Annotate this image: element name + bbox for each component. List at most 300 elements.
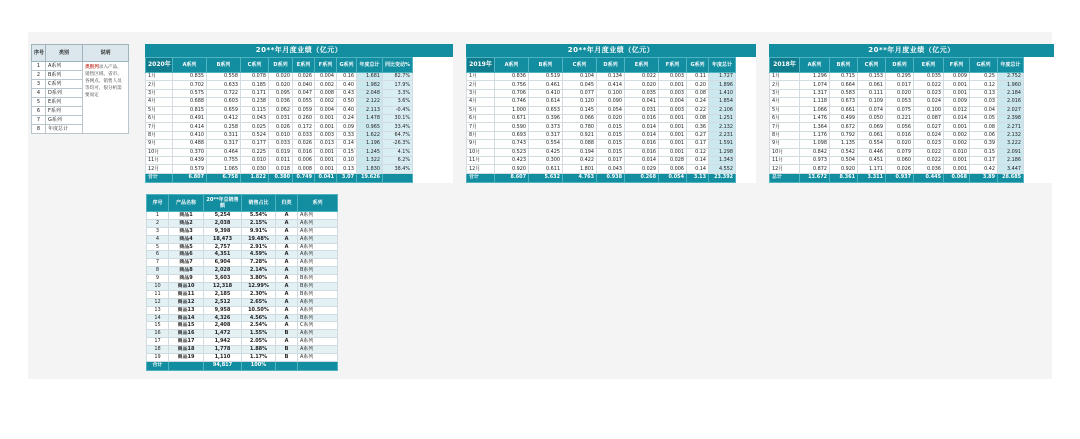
- value-cell: 0.872: [800, 165, 830, 173]
- table-row: [147, 251, 338, 259]
- column-header: E系列: [625, 58, 659, 73]
- value-cell: 0.05: [970, 114, 998, 122]
- total-row: [770, 173, 1054, 182]
- table-row: [146, 89, 453, 97]
- value-cell: 0.019: [269, 148, 293, 156]
- value-cell: 0.258: [207, 123, 241, 131]
- product-cell: 商品7: [169, 259, 204, 267]
- product-cell: B系列: [298, 275, 338, 283]
- column-header: 销售占比: [242, 195, 276, 212]
- product-cell: 19: [147, 354, 169, 362]
- value-cell: 0.396: [529, 114, 563, 122]
- value-cell: 0.743: [495, 140, 529, 148]
- value-cell: 1.176: [800, 131, 830, 139]
- value-cell: 0.14: [337, 140, 357, 148]
- product-cell: 4,326: [204, 314, 242, 322]
- value-cell: 0.018: [269, 165, 293, 173]
- value-cell: 0.024: [914, 131, 944, 139]
- value-cell: 0.022: [914, 156, 944, 164]
- legend-category: 年度总计: [46, 125, 83, 134]
- value-cell: 0.026: [269, 123, 293, 131]
- legend-category: B系列: [46, 71, 83, 80]
- value-cell: 0.153: [858, 73, 886, 81]
- value-cell: 0.003: [659, 73, 687, 81]
- product-cell: A系列: [298, 251, 338, 259]
- product-cell: 12,318: [204, 283, 242, 291]
- sales-table-2020: [145, 44, 453, 183]
- product-cell: 2.65%: [242, 298, 276, 306]
- month-label: 8月: [770, 131, 800, 139]
- year-header: 2020年: [146, 58, 173, 73]
- value-cell: 0.001: [659, 81, 687, 89]
- value-cell: 0.554: [529, 140, 563, 148]
- value-cell: 1.322: [357, 156, 383, 164]
- value-cell: 0.461: [529, 81, 563, 89]
- value-cell: 0.009: [944, 73, 970, 81]
- value-cell: 0.035: [625, 89, 659, 97]
- product-cell: 商品5: [169, 243, 204, 251]
- value-cell: 0.579: [173, 165, 207, 173]
- product-cell: 商品18: [169, 346, 204, 354]
- product-cell: 8: [147, 267, 169, 275]
- product-cell: 2.30%: [242, 290, 276, 298]
- value-cell: 0.238: [241, 98, 269, 106]
- header-row: [770, 58, 1054, 73]
- total-cell: 23.392: [709, 173, 736, 182]
- table-row: [146, 148, 453, 156]
- legend-header: 类别: [46, 45, 83, 62]
- product-cell: 1.88%: [242, 346, 276, 354]
- value-cell: 0.001: [659, 148, 687, 156]
- product-cell: 商品14: [169, 314, 204, 322]
- value-cell: 64.7%: [383, 131, 413, 139]
- month-label: 2月: [146, 81, 173, 89]
- product-cell: A: [276, 219, 298, 227]
- value-cell: 6.2%: [383, 156, 413, 164]
- table-row: [147, 275, 338, 283]
- value-cell: 4.1%: [383, 148, 413, 156]
- value-cell: 1.298: [709, 148, 736, 156]
- product-cell: 2,512: [204, 298, 242, 306]
- value-cell: 2.231: [709, 131, 736, 139]
- value-cell: 0.835: [173, 73, 207, 81]
- value-cell: 0.001: [659, 131, 687, 139]
- value-cell: 0.519: [529, 73, 563, 81]
- table-row: [146, 165, 453, 173]
- value-cell: 0.061: [858, 81, 886, 89]
- value-cell: 0.016: [625, 148, 659, 156]
- value-cell: 1.245: [357, 148, 383, 156]
- month-label: 2月: [467, 81, 495, 89]
- product-cell: 商品4: [169, 235, 204, 243]
- table-row: [147, 219, 338, 227]
- value-cell: 0.17: [970, 156, 998, 164]
- table-row: [147, 298, 338, 306]
- total-cell: 3.07: [337, 173, 357, 182]
- product-cell: 3,603: [204, 275, 242, 283]
- product-cell: 1: [147, 212, 169, 220]
- value-cell: 0.24: [337, 114, 357, 122]
- month-label: 12月: [467, 165, 495, 173]
- header-row: [146, 58, 453, 73]
- value-cell: 0.001: [944, 156, 970, 164]
- value-cell: 0.22: [687, 106, 709, 114]
- product-cell: 9,958: [204, 306, 242, 314]
- column-header: 20**年总销售额: [204, 195, 242, 212]
- table-row: [147, 227, 338, 235]
- value-cell: 0.423: [495, 156, 529, 164]
- column-header: B系列: [529, 58, 563, 73]
- table-row: [146, 106, 453, 114]
- total-label: 合计: [146, 173, 173, 182]
- column-header: 序号: [147, 195, 169, 212]
- value-cell: 0.10: [337, 156, 357, 164]
- value-cell: 1.410: [709, 89, 736, 97]
- product-cell: 13: [147, 306, 169, 314]
- month-label: 8月: [146, 131, 173, 139]
- column-header: C系列: [241, 58, 269, 73]
- value-cell: 0.020: [886, 140, 914, 148]
- table-row: [146, 114, 453, 122]
- value-cell: 0.028: [659, 156, 687, 164]
- month-label: 1月: [146, 73, 173, 81]
- value-cell: 0.317: [529, 131, 563, 139]
- value-cell: 0.016: [293, 148, 315, 156]
- product-cell: 2: [147, 219, 169, 227]
- table-row: [770, 114, 1054, 122]
- month-label: 3月: [146, 89, 173, 97]
- value-cell: 0.066: [563, 114, 597, 122]
- value-cell: 2.398: [998, 114, 1024, 122]
- column-header: 年度总计: [709, 58, 736, 73]
- value-cell: 0.002: [944, 131, 970, 139]
- value-cell: 0.39: [970, 140, 998, 148]
- total-cell: 0.937: [886, 173, 914, 182]
- value-cell: 0.973: [800, 156, 830, 164]
- product-cell: 商品11: [169, 290, 204, 298]
- value-cell: 0.040: [293, 81, 315, 89]
- value-cell: 0.03: [970, 98, 998, 106]
- value-cell: 2.016: [998, 98, 1024, 106]
- value-cell: 0.464: [207, 148, 241, 156]
- year-header: 2018年: [770, 58, 800, 73]
- value-cell: 0.671: [495, 114, 529, 122]
- month-label: 10月: [146, 148, 173, 156]
- product-cell: 商品13: [169, 306, 204, 314]
- value-cell: 0.004: [315, 73, 337, 81]
- table-row: [467, 131, 756, 139]
- product-cell: A系列: [298, 219, 338, 227]
- value-cell: 0.16: [337, 73, 357, 81]
- value-cell: 2.184: [998, 89, 1024, 97]
- table-row: [147, 212, 338, 220]
- value-cell: -0.4%: [383, 106, 413, 114]
- value-cell: 0.087: [914, 114, 944, 122]
- table-row: [147, 259, 338, 267]
- product-cell: B系列: [298, 267, 338, 275]
- table-row: [467, 89, 756, 97]
- product-cell: A系列: [298, 306, 338, 314]
- total-cell: 0.445: [914, 173, 944, 182]
- product-cell: 商品2: [169, 219, 204, 227]
- value-cell: 0.003: [315, 131, 337, 139]
- value-cell: 0.014: [625, 123, 659, 131]
- total-cell: [298, 361, 338, 370]
- value-cell: 0.12: [687, 148, 709, 156]
- table-row: [770, 106, 1054, 114]
- value-cell: 0.08: [687, 89, 709, 97]
- value-cell: 0.061: [858, 131, 886, 139]
- month-label: 4月: [770, 98, 800, 106]
- value-cell: 1.727: [709, 73, 736, 81]
- value-cell: 0.672: [830, 123, 858, 131]
- product-cell: 商品8: [169, 267, 204, 275]
- value-cell: 0.014: [944, 114, 970, 122]
- value-cell: 2.752: [998, 73, 1024, 81]
- table-row: [146, 131, 453, 139]
- product-cell: 2,028: [204, 267, 242, 275]
- value-cell: 0.172: [293, 123, 315, 131]
- value-cell: 1.074: [800, 81, 830, 89]
- description-highlight: 类别列: [85, 65, 99, 70]
- value-cell: 0.225: [241, 148, 269, 156]
- legend-index: 4: [32, 89, 46, 98]
- value-cell: 0.491: [173, 114, 207, 122]
- total-cell: [383, 173, 413, 182]
- product-cell: 5,254: [204, 212, 242, 220]
- product-cell: 12.99%: [242, 283, 276, 291]
- total-cell: 8.607: [495, 173, 529, 182]
- value-cell: 1.364: [800, 123, 830, 131]
- value-cell: 0.43: [337, 89, 357, 97]
- product-cell: 商品19: [169, 354, 204, 362]
- value-cell: 0.001: [944, 89, 970, 97]
- table-row: [147, 283, 338, 291]
- header-row: [467, 58, 756, 73]
- product-cell: 2.54%: [242, 322, 276, 330]
- value-cell: 0.008: [293, 165, 315, 173]
- table-row: [147, 235, 338, 243]
- table-row: [467, 123, 756, 131]
- month-label: 3月: [467, 89, 495, 97]
- value-cell: 0.015: [597, 140, 625, 148]
- value-cell: 0.715: [830, 73, 858, 81]
- value-cell: 0.001: [944, 123, 970, 131]
- month-label: 12月: [146, 165, 173, 173]
- description-text: 录入产品、销售区域、省市、各网点、销售人员等均可，很分析需要而定: [85, 65, 122, 98]
- product-cell: 16: [147, 330, 169, 338]
- table-row: [770, 140, 1054, 148]
- value-cell: 0.026: [886, 165, 914, 173]
- table-row: [770, 81, 1054, 89]
- value-cell: 0.42: [970, 165, 998, 173]
- table-row: [147, 346, 338, 354]
- value-cell: 0.706: [495, 89, 529, 97]
- value-cell: 1.982: [357, 81, 383, 89]
- value-cell: 1.296: [800, 73, 830, 81]
- column-header: E系列: [914, 58, 944, 73]
- total-cell: 0.749: [293, 173, 315, 182]
- product-cell: 6: [147, 251, 169, 259]
- value-cell: 0.414: [597, 81, 625, 89]
- product-cell: 9: [147, 275, 169, 283]
- value-cell: 0.020: [886, 89, 914, 97]
- value-cell: 0.439: [173, 156, 207, 164]
- legend-row: [32, 62, 129, 71]
- month-label: 6月: [146, 114, 173, 122]
- column-header: 同比变动%: [383, 58, 413, 73]
- product-cell: B: [276, 330, 298, 338]
- legend-category: C系列: [46, 80, 83, 89]
- column-header: G系列: [687, 58, 709, 73]
- value-cell: 0.780: [563, 123, 597, 131]
- product-cell: 2,408: [204, 322, 242, 330]
- header-row: [147, 195, 338, 212]
- value-cell: 1.681: [357, 73, 383, 81]
- value-cell: 0.001: [315, 123, 337, 131]
- value-cell: 0.260: [293, 114, 315, 122]
- value-cell: 0.722: [207, 89, 241, 97]
- product-cell: 1,472: [204, 330, 242, 338]
- value-cell: 0.017: [597, 156, 625, 164]
- value-cell: 0.792: [830, 131, 858, 139]
- value-cell: 0.25: [970, 73, 998, 81]
- month-label: 4月: [146, 98, 173, 106]
- value-cell: 0.088: [563, 140, 597, 148]
- value-cell: 0.40: [337, 106, 357, 114]
- product-cell: A: [276, 227, 298, 235]
- month-label: 9月: [770, 140, 800, 148]
- value-cell: 0.015: [597, 148, 625, 156]
- value-cell: 0.40: [337, 81, 357, 89]
- column-header: 系列: [298, 195, 338, 212]
- total-label: 合计: [467, 173, 495, 182]
- value-cell: -26.3%: [383, 140, 413, 148]
- value-cell: 1.622: [357, 131, 383, 139]
- table-row: [147, 354, 338, 362]
- value-cell: 0.702: [173, 81, 207, 89]
- product-cell: 3.80%: [242, 275, 276, 283]
- legend-header: 说明: [83, 45, 129, 62]
- month-label: 10月: [770, 148, 800, 156]
- product-cell: A: [276, 251, 298, 259]
- total-row: [146, 173, 453, 182]
- value-cell: 0.542: [830, 148, 858, 156]
- product-cell: A: [276, 322, 298, 330]
- value-cell: 0.020: [269, 81, 293, 89]
- value-cell: 0.370: [173, 148, 207, 156]
- value-cell: 0.921: [563, 131, 597, 139]
- value-cell: 3.447: [998, 165, 1024, 173]
- column-header: B系列: [830, 58, 858, 73]
- value-cell: 0.004: [659, 98, 687, 106]
- month-label: 11月: [467, 156, 495, 164]
- value-cell: 0.15: [337, 148, 357, 156]
- value-cell: 0.08: [970, 123, 998, 131]
- column-header: F系列: [315, 58, 337, 73]
- value-cell: 1.118: [800, 98, 830, 106]
- value-cell: 0.045: [563, 81, 597, 89]
- value-cell: 0.24: [687, 98, 709, 106]
- value-cell: 0.14: [687, 156, 709, 164]
- value-cell: 0.104: [563, 73, 597, 81]
- value-cell: 0.060: [886, 156, 914, 164]
- value-cell: 2.186: [998, 156, 1024, 164]
- value-cell: 0.661: [830, 106, 858, 114]
- product-sales-table: [146, 194, 338, 371]
- month-label: 3月: [770, 89, 800, 97]
- legend-index: 2: [32, 71, 46, 80]
- total-cell: 4.763: [563, 173, 597, 182]
- table-row: [467, 81, 756, 89]
- product-cell: 12: [147, 298, 169, 306]
- value-cell: 0.15: [970, 148, 998, 156]
- value-cell: 0.006: [659, 165, 687, 173]
- value-cell: 0.016: [625, 140, 659, 148]
- value-cell: 1.854: [709, 98, 736, 106]
- value-cell: 0.659: [207, 106, 241, 114]
- product-cell: 9,398: [204, 227, 242, 235]
- value-cell: 0.035: [914, 73, 944, 81]
- value-cell: 0.075: [886, 106, 914, 114]
- legend-index: 7: [32, 116, 46, 125]
- value-cell: 0.016: [886, 131, 914, 139]
- value-cell: 0.003: [659, 89, 687, 97]
- month-label: 7月: [146, 123, 173, 131]
- table-row: [770, 123, 1054, 131]
- month-label: 9月: [467, 140, 495, 148]
- product-cell: A: [276, 298, 298, 306]
- column-header: A系列: [173, 58, 207, 73]
- column-header: F系列: [659, 58, 687, 73]
- product-cell: 17: [147, 338, 169, 346]
- value-cell: 0.410: [529, 89, 563, 97]
- product-cell: 19.48%: [242, 235, 276, 243]
- value-cell: 0.414: [173, 123, 207, 131]
- value-cell: 0.011: [269, 156, 293, 164]
- value-cell: 1.343: [709, 156, 736, 164]
- value-cell: 0.755: [207, 156, 241, 164]
- product-cell: 3: [147, 227, 169, 235]
- value-cell: 0.08: [687, 114, 709, 122]
- value-cell: 0.756: [495, 81, 529, 89]
- value-cell: 0.33: [337, 131, 357, 139]
- value-cell: 0.590: [495, 123, 529, 131]
- value-cell: 0.054: [597, 106, 625, 114]
- value-cell: 1.830: [357, 165, 383, 173]
- value-cell: 0.653: [529, 106, 563, 114]
- value-cell: 0.120: [563, 98, 597, 106]
- value-cell: 0.523: [495, 148, 529, 156]
- value-cell: 0.033: [269, 140, 293, 148]
- table-row: [146, 140, 453, 148]
- value-cell: 0.020: [597, 114, 625, 122]
- column-header: B系列: [207, 58, 241, 73]
- table-row: [147, 322, 338, 330]
- table-row: [467, 156, 756, 164]
- value-cell: 0.09: [337, 123, 357, 131]
- table-row: [467, 148, 756, 156]
- column-header: F系列: [944, 58, 970, 73]
- table-title: 20**年月度业绩（亿元）: [769, 44, 1054, 57]
- value-cell: 0.036: [269, 98, 293, 106]
- value-cell: 0.300: [529, 156, 563, 164]
- category-legend-table: [31, 44, 129, 134]
- product-cell: A: [276, 275, 298, 283]
- product-cell: A: [276, 306, 298, 314]
- product-cell: A系列: [298, 212, 338, 220]
- value-cell: 0.008: [315, 89, 337, 97]
